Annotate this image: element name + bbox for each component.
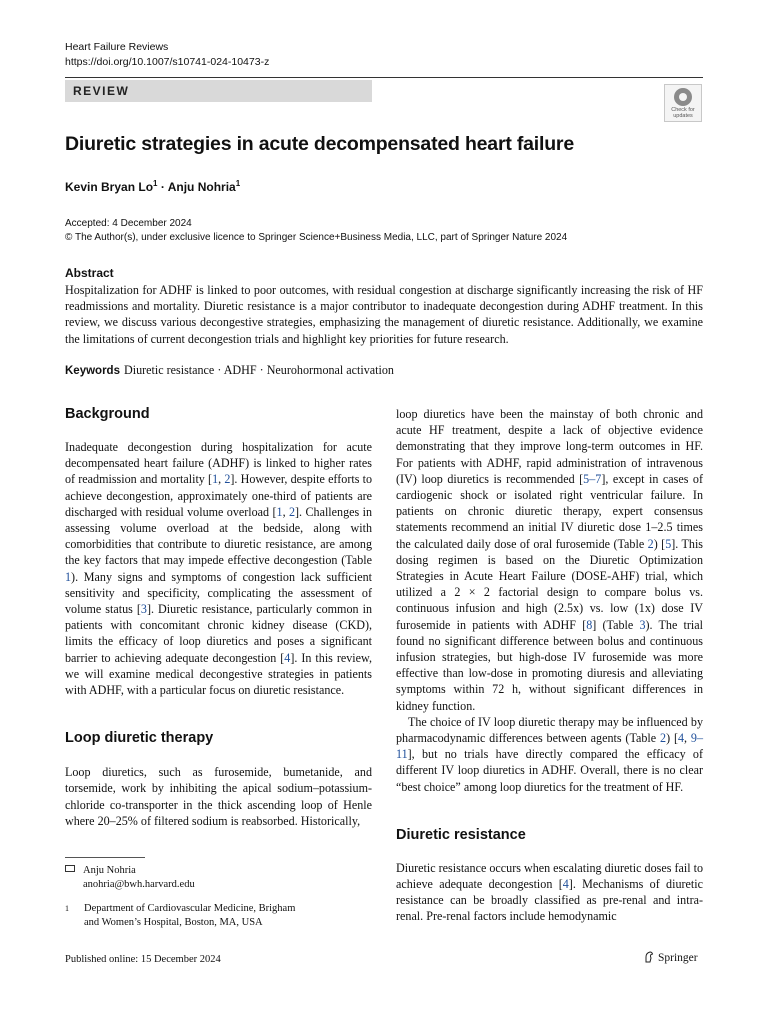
author-name[interactable]: Kevin Bryan Lo xyxy=(65,180,154,194)
left-column xyxy=(65,405,372,829)
citation-link[interactable]: 4 xyxy=(677,731,685,746)
publisher-logo[interactable] xyxy=(644,951,698,964)
citation-link[interactable]: 3 xyxy=(140,602,147,617)
badge-line-1: Check for xyxy=(671,107,695,113)
affiliation-line: and Women’s Hospital, Boston, MA, USA xyxy=(84,917,263,928)
envelope-icon xyxy=(65,865,75,872)
table-link[interactable]: 2 xyxy=(647,536,654,551)
citation-link[interactable]: 2 xyxy=(288,504,296,519)
corresponding-author-name: Anju Nohria xyxy=(83,865,136,876)
citation-link[interactable]: 1 xyxy=(276,504,283,519)
paragraph: Loop diuretics, such as furosemide, bumetanide, and torsemide, work by inhibiting the apical sodium–potassium-chloride co-transporter in the thick ascending loop of Henle where 20–25% of filtered sodium is reabsorbed. Historically, xyxy=(65,765,372,828)
section-heading-background: Background xyxy=(65,406,150,422)
keywords-text: Diuretic resistance · ADHF · Neurohormonal activation xyxy=(123,363,394,377)
footnote-divider xyxy=(65,857,145,858)
citation-link[interactable]: 5 xyxy=(665,536,672,551)
corresponding-author-email[interactable]: anohria@bwh.harvard.edu xyxy=(83,879,195,890)
doi-link[interactable]: https://doi.org/10.1007/s10741-024-10473-z xyxy=(65,56,270,68)
publisher-name: Springer xyxy=(658,952,698,964)
affiliation-marker: 1 xyxy=(153,179,158,188)
published-date: Published online: 15 December 2024 xyxy=(65,954,221,965)
article-type-band: REVIEW xyxy=(65,80,372,102)
badge-line-2: updates xyxy=(673,113,693,119)
citation-link[interactable]: 2 xyxy=(224,472,231,487)
article-title: Diuretic strategies in acute decompensated heart failure xyxy=(65,133,574,155)
paragraph: Diuretic resistance occurs when escalating diuretic doses fail to achieve adequate decongestion [4]. Mechanisms of diuretic resistance can be broadly classified as pre-renal and intra-renal. Pre-renal factors include hemodynamic xyxy=(396,860,703,924)
author-list xyxy=(65,179,240,194)
affiliation-marker: 1 xyxy=(235,179,241,188)
citation-link[interactable]: 1 xyxy=(212,472,219,487)
citation-link[interactable]: 8 xyxy=(586,617,593,632)
section-heading-loop-diuretic-therapy: Loop diuretic therapy xyxy=(65,730,214,747)
table-link[interactable]: 3 xyxy=(639,617,646,632)
citation-link[interactable]: 4 xyxy=(562,877,569,892)
journal-name: Heart Failure Reviews xyxy=(65,41,169,53)
section-heading-diuretic-resistance: Diuretic resistance xyxy=(396,826,526,843)
author-name[interactable]: Anju Nohria xyxy=(167,180,236,194)
abstract-heading: Abstract xyxy=(65,266,114,280)
paragraph: Inadequate decongestion during hospitalization for acute decompensated heart failure (ADHF) is linked to higher rates of readmission and mortality [1, 2]. However, despite efforts to achieve decongestion, approximately one-third of patients are discharged with residual volume overload [1, 2]. Challenges in assessing volume overload at the bedside, along with comorbidities that contribute to diuretic resistance, are among the key factors that may impede effective decongestion (Table 1). Many signs and symptoms of congestion lack sufficient sensitivity and specificity, complicating the assessment of volume status [3]. Diuretic resistance, particularly common in patients with concomitant chronic kidney disease (CKD), limits the efficacy of loop diuretics and poses a significant barrier to achieving adequate decongestion [4]. In this review, we will examine medical decongestive strategies in patients with ADHF, with a particular focus on diuretic resistance. xyxy=(65,440,373,698)
header-divider xyxy=(65,77,703,78)
affiliation-note xyxy=(65,902,295,930)
article-dates xyxy=(65,217,567,245)
check-for-updates-badge[interactable] xyxy=(664,84,702,122)
keywords-label: Keywords xyxy=(65,365,120,377)
check-updates-icon xyxy=(674,88,692,106)
corresponding-author-note xyxy=(65,864,195,892)
citation-link[interactable]: 5–7 xyxy=(583,471,602,486)
table-link[interactable]: 2 xyxy=(660,731,667,746)
copyright-notice: © The Author(s), under exclusive licence to Springer Science+Business Media, LLC, part of Springer Nature 2024 xyxy=(65,232,568,243)
citation-link[interactable]: 9–11 xyxy=(396,731,704,762)
accepted-date: Accepted: 4 December 2024 xyxy=(65,218,192,229)
table-link[interactable]: 1 xyxy=(65,569,72,584)
affiliation-line: Department of Cardiovascular Medicine, Brigham xyxy=(84,903,296,914)
paragraph: The choice of IV loop diuretic therapy may be influenced by pharmacodynamic differences between agents (Table 2) [4, 9–11], but no trials have directly compared the efficacy of different IV loop diuretics in ADHF. Overall, there is no clear “best choice” among loop diuretics for the treatment of HF. xyxy=(396,714,704,794)
citation-link[interactable]: 4 xyxy=(284,650,291,665)
journal-info xyxy=(65,40,269,70)
author-separator: · xyxy=(157,180,168,194)
affiliation-number: 1 xyxy=(65,904,69,913)
keywords-line xyxy=(65,363,394,378)
abstract-text: Hospitalization for ADHF is linked to poor outcomes, with residual congestion at discharge significantly increasing the risk of HF readmissions and mortality. Diuretic resistance is a major contributor to inadequate decongestion during ADHF treatment. In this review, we discuss various decongestive strategies, emphasizing the management of diuretic resistance. Additionally, we examine the limitations of current decongestion trials and highlight key priorities for future research. xyxy=(65,283,703,346)
right-column xyxy=(396,406,703,925)
paragraph: loop diuretics have been the mainstay of both chronic and acute HF treatment, despite a lack of objective evidence demonstrating that they improve long-term outcomes in HF. For patients with ADHF, rapid administration of intravenous (IV) loop diuretics is recommended [5–7], except in cases of cardiogenic shock or isolated right ventricular failure. In patients on chronic diuretic therapy, expert consensus statements recommend an initial IV diuretic dose 1–2.5 times the calculated daily dose of oral furosemide (Table 2) [5]. This dosing regimen is based on the Diuretic Optimization Strategies in Acute Heart Failure (DOSE-AHF) trial, which utilized a 2 × 2 factorial design to compare bolus vs. continuous infusion and high (2.5x) vs. low (1x) dose IV furosemide in patients with ADHF [8] (Table 3). The trial found no significant difference between bolus and continuous infusion strategies, but high-dose IV furosemide was more effective than low-dose in promoting diuresis and alleviating symptoms within 72 h, without significant differences in kidney function. xyxy=(396,407,704,713)
springer-horse-icon xyxy=(644,951,654,963)
